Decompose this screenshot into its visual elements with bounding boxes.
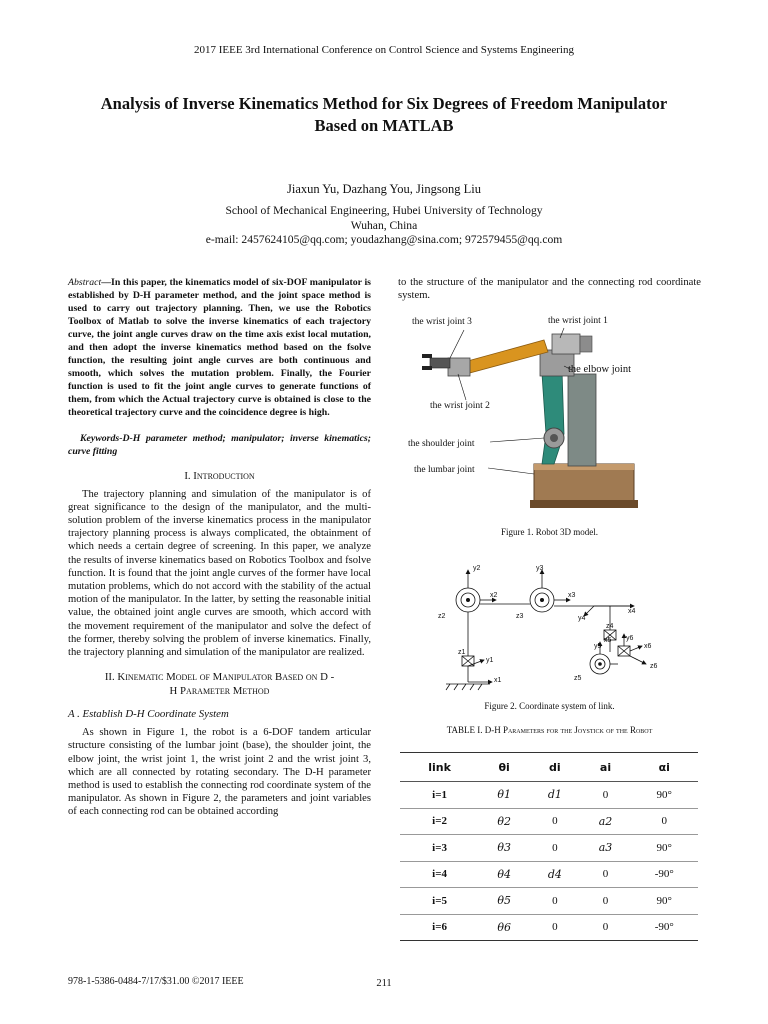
- axis-y5: y5: [594, 643, 602, 650]
- table-cell: θ2: [479, 808, 529, 835]
- section-2-heading: [68, 671, 371, 698]
- keywords-text: D-H parameter method; manipulator; inverse kinematics; curve fitting: [68, 433, 371, 457]
- table-cell: θ4: [479, 861, 529, 888]
- section-1-body: The trajectory planning and simulation of the manipulator is of great significance to the design of the manipulator, and the multi-solution problem of the inverse kinematics process in the manipulator trajectory planning process is always complicated, the obtainment of which needs a certain degree of screening. In this paper, we analyze the results of inverse kinematics based on Robotics Toolbox and fsolve function. It is found that the joint angle curves of the former have local mutation problems, which do not accord with the stability of the actual motion of the manipulator. In the latter, by setting the reasonable initial value, the obtained joint angle curves are smooth, which accord with the movement requirement of the manipulator and solve the defect of the former, thereby solving the problem of inverse kinematics. Finally, the trajectory planning and simulation of the manipulator are realized.: [68, 488, 371, 658]
- axis-z4: z4: [606, 623, 614, 630]
- wrist-3-gripper: [430, 358, 450, 368]
- section-1-heading: I. Introduction: [184, 470, 255, 482]
- label-wrist-joint-2: the wrist joint 2: [430, 401, 490, 411]
- dh-parameter-table: [400, 752, 698, 941]
- table-cell: 0: [529, 835, 580, 862]
- robot-column: [568, 374, 596, 466]
- axis-y4: y4: [578, 615, 586, 622]
- table-cell: a3: [581, 835, 631, 862]
- axis-z6: z6: [650, 663, 658, 670]
- table-cell: 0: [581, 861, 631, 888]
- axis-y2: y2: [473, 565, 481, 572]
- axis-x6: x6: [644, 643, 652, 650]
- paper-title: [40, 93, 728, 137]
- figure-1-robot-model: [404, 314, 650, 524]
- table-cell: -90°: [630, 861, 698, 888]
- axis-x3: x3: [568, 592, 576, 599]
- label-wrist-joint-1: the wrist joint 1: [548, 316, 608, 326]
- wrist-1-block: [552, 334, 580, 354]
- table-cell: i=6: [400, 914, 479, 941]
- axis-z2: z2: [438, 613, 446, 620]
- title-line-2: Based on MATLAB: [314, 116, 454, 135]
- table-header-cell: αi: [630, 753, 698, 782]
- right-intro-text: to the structure of the manipulator and the connecting rod coordinate system.: [398, 277, 701, 302]
- table-cell: -90°: [630, 914, 698, 941]
- abstract-text: —In this paper, the kinematics model of six-DOF manipulator is established by D-H parameter method, and the joint space method is used to carry out trajectory planning. Then, we use the Robotics Toolbox of Matlab to solve the inverse kinematics of each trajectory curve, the joint angle curves draw on the time axis exist local mutation, and then adopt the inverse kinematics method based on the fsolve function, the resulting joint angle curves are both continuous and smooth, which solves the mutation problem. Finally, the Fourier function is used to fit the joint angle curves to generate functions of them, from which the Actual trajectory curve is obtained is close to the theoretical trajectory curve and the coincidence degree is high.: [68, 277, 371, 418]
- keywords-label: Keywords-: [80, 433, 123, 444]
- keywords: [68, 432, 371, 458]
- axis-z5: z5: [574, 675, 582, 682]
- axis-x2: x2: [490, 592, 498, 599]
- email-line: e-mail: 2457624105@qq.com; youdazhang@sina.com; 972579455@qq.com: [205, 233, 563, 246]
- table-cell: 0: [529, 888, 580, 915]
- table-cell: i=5: [400, 888, 479, 915]
- table-cell: i=2: [400, 808, 479, 835]
- section-2-heading-line-2: H Parameter Method: [169, 684, 270, 697]
- table-cell: 0: [529, 914, 580, 941]
- section-2-heading-line-1: II. Kinematic Model of Manipulator Based on D -: [104, 671, 335, 684]
- table-cell: θ5: [479, 888, 529, 915]
- axis-z1: z1: [458, 649, 466, 656]
- table-cell: d4: [529, 861, 580, 888]
- table-cell: 0: [581, 914, 631, 941]
- table-cell: 0: [529, 808, 580, 835]
- table-1-caption: TABLE I. D-H Parameters for the Joystick of the Robot: [446, 725, 653, 735]
- affiliation: School of Mechanical Engineering, Hubei University of Technology: [225, 204, 543, 217]
- table-cell: 0: [581, 888, 631, 915]
- axis-y6: y6: [626, 635, 634, 642]
- table-cell: a2: [581, 808, 631, 835]
- table-header-cell: link: [400, 753, 479, 782]
- axis-x5: x5: [604, 637, 612, 644]
- robot-base: [534, 464, 634, 506]
- table-row: [400, 782, 698, 809]
- table-cell: 90°: [630, 835, 698, 862]
- figure-2-coordinate-system: [420, 560, 682, 696]
- author-list: Jiaxun Yu, Dazhang You, Jingsong Liu: [287, 182, 481, 196]
- left-column: [68, 276, 371, 819]
- table-cell: i=1: [400, 782, 479, 809]
- table-row: [400, 808, 698, 835]
- axis-z3: z3: [516, 613, 524, 620]
- table-cell: θ6: [479, 914, 529, 941]
- table-row: [400, 835, 698, 862]
- page-number: 211: [376, 978, 392, 989]
- right-column: [398, 276, 701, 302]
- table-header-cell: di: [529, 753, 580, 782]
- table-row: [400, 861, 698, 888]
- axis-x4: x4: [628, 608, 636, 615]
- table-cell: θ3: [479, 835, 529, 862]
- table-header-cell: θi: [479, 753, 529, 782]
- axis-x1: x1: [494, 677, 502, 684]
- conference-header: 2017 IEEE 3rd International Conference on Control Science and Systems Engineering: [193, 44, 574, 56]
- city: Wuhan, China: [350, 218, 418, 232]
- table-row: [400, 914, 698, 941]
- table-row: [400, 888, 698, 915]
- subsection-a-heading: A . Establish D-H Coordinate System: [68, 708, 229, 721]
- affiliation-block: [0, 204, 768, 248]
- axis-y1: y1: [486, 657, 494, 664]
- abstract: [68, 276, 371, 419]
- copyright-footer: 978-1-5386-0484-7/17/$31.00 ©2017 IEEE: [68, 976, 244, 987]
- table-cell: 0: [581, 782, 631, 809]
- label-elbow-joint: the elbow joint: [568, 364, 631, 375]
- table-cell: d1: [529, 782, 580, 809]
- table-cell: 0: [630, 808, 698, 835]
- figure-2-caption: Figure 2. Coordinate system of link.: [484, 701, 615, 711]
- label-wrist-joint-3: the wrist joint 3: [412, 317, 472, 327]
- figure-1-caption: Figure 1. Robot 3D model.: [501, 527, 598, 537]
- section-2-body: As shown in Figure 1, the robot is a 6-DOF tandem articular structure consisting of the lumbar joint (base), the shoulder joint, the elbow joint, the wrist joint 1, the wrist joint 2 and the wrist joint 3, which are all connected by rotating secondary. The D-H parameter method is used to establish the connecting rod coordinate system of the manipulator. As shown in Figure 2, the parameters and joint variables of each connecting rod can be obtained according: [68, 727, 371, 818]
- table-cell: 90°: [630, 888, 698, 915]
- table-cell: 90°: [630, 782, 698, 809]
- axis-y3: y3: [536, 565, 544, 572]
- table-header-row: [400, 753, 698, 782]
- table-cell: i=4: [400, 861, 479, 888]
- table-cell: i=3: [400, 835, 479, 862]
- wrist-2-block: [448, 358, 470, 376]
- abstract-lead: Abstract: [68, 277, 102, 288]
- label-lumbar-joint: the lumbar joint: [414, 465, 475, 475]
- label-shoulder-joint: the shoulder joint: [408, 439, 475, 449]
- table-cell: θ1: [479, 782, 529, 809]
- table-header-cell: ai: [581, 753, 631, 782]
- title-line-1: Analysis of Inverse Kinematics Method for Six Degrees of Freedom Manipulator: [100, 94, 668, 113]
